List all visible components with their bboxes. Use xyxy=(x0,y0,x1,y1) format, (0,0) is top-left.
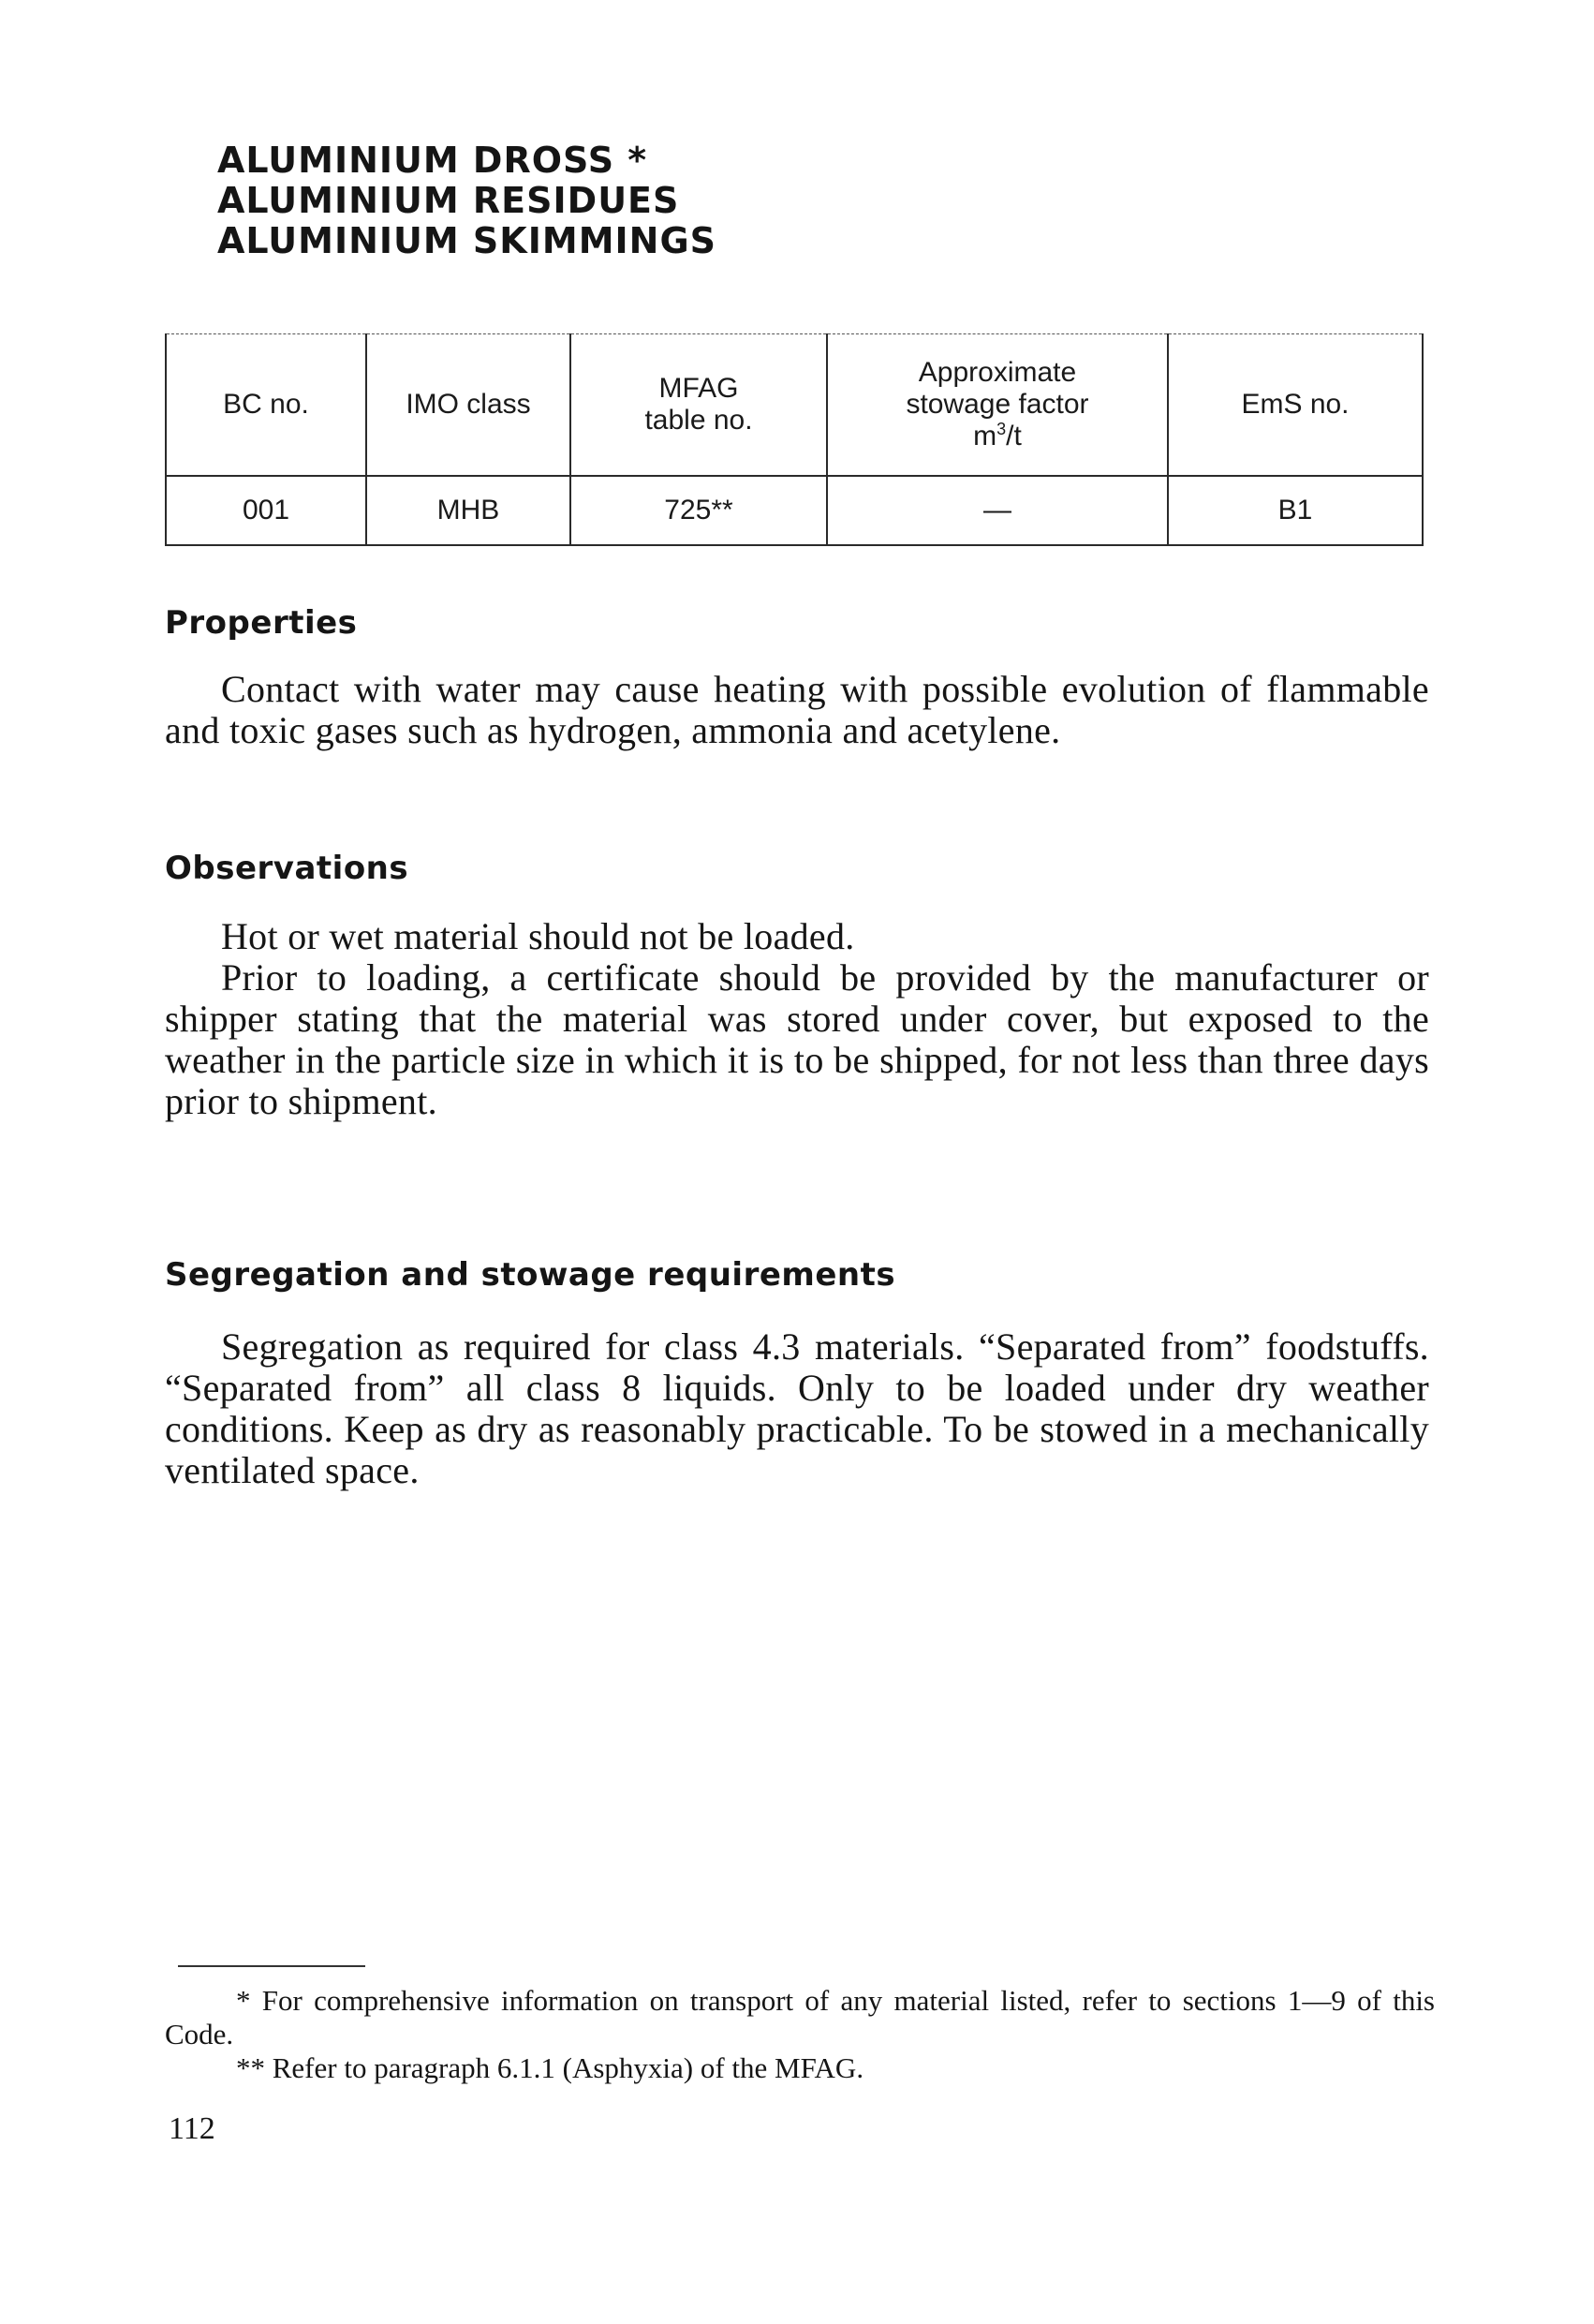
properties-text: Contact with water may cause heating with possible evolution of flammable and toxic gases such as hydrogen, ammonia and acetylene. xyxy=(165,668,1429,751)
header-stowage-unit: $m^3/t$ xyxy=(973,420,1022,451)
observations-section xyxy=(165,849,1429,1122)
properties-heading: Properties xyxy=(165,604,358,642)
header-imo-class: IMO class xyxy=(366,334,570,477)
header-stowage-line2: stowage factor xyxy=(906,389,1089,420)
footnotes xyxy=(165,1984,1435,2085)
title-aluminium-skimmings: ALUMINIUM SKIMMINGS xyxy=(217,220,717,261)
cell-imo-class: MHB xyxy=(366,476,570,545)
header-mfag xyxy=(570,334,827,477)
header-stowage-line1: Approximate xyxy=(918,357,1077,388)
cell-bc-no: 001 xyxy=(166,476,366,545)
cargo-info-table xyxy=(165,333,1424,546)
footnote-1: * For comprehensive information on transport of any material listed, refer to sections 1—9 of this Code. xyxy=(165,1984,1435,2050)
cargo-titles xyxy=(217,141,716,261)
observations-para1: Hot or wet material should not be loaded. xyxy=(221,915,855,957)
header-mfag-line1: MFAG xyxy=(658,373,739,404)
segregation-heading: Segregation and stowage requirements xyxy=(165,1256,896,1294)
cell-stowage: — xyxy=(827,476,1168,545)
header-ems-no: EmS no. xyxy=(1168,334,1423,477)
cell-mfag: 725** xyxy=(570,476,827,545)
cell-ems: B1 xyxy=(1168,476,1423,545)
header-mfag-line2: table no. xyxy=(644,405,753,436)
table-header-row xyxy=(166,334,1423,477)
header-stowage-factor xyxy=(827,334,1168,477)
title-aluminium-residues: ALUMINIUM RESIDUES xyxy=(217,180,680,221)
table-row xyxy=(166,476,1423,545)
page-number: 112 xyxy=(169,2111,215,2146)
footnote-divider xyxy=(178,1965,365,1967)
properties-section xyxy=(165,603,1429,751)
segregation-section xyxy=(165,1255,1429,1491)
segregation-text: Segregation as required for class 4.3 materials. “Separated from” foodstuffs. “Separated from” all class 8 liquids. Only to be loaded under dry weather conditions. Keep as dry as reasonably practicable. To be stowed in a mechanically ventilated space. xyxy=(165,1325,1429,1491)
header-bc-no: BC no. xyxy=(166,334,366,477)
observations-heading: Observations xyxy=(165,850,409,887)
footnote-2: ** Refer to paragraph 6.1.1 (Asphyxia) of the MFAG. xyxy=(236,2051,864,2084)
observations-para2: Prior to loading, a certificate should be provided by the manufacturer or shipper stating that the material was stored under cover, but exposed to the weather in the particle size in which it is to be shipped, for not less than three days prior to shipment. xyxy=(165,956,1429,1122)
title-aluminium-dross: ALUMINIUM DROSS * xyxy=(217,140,648,181)
